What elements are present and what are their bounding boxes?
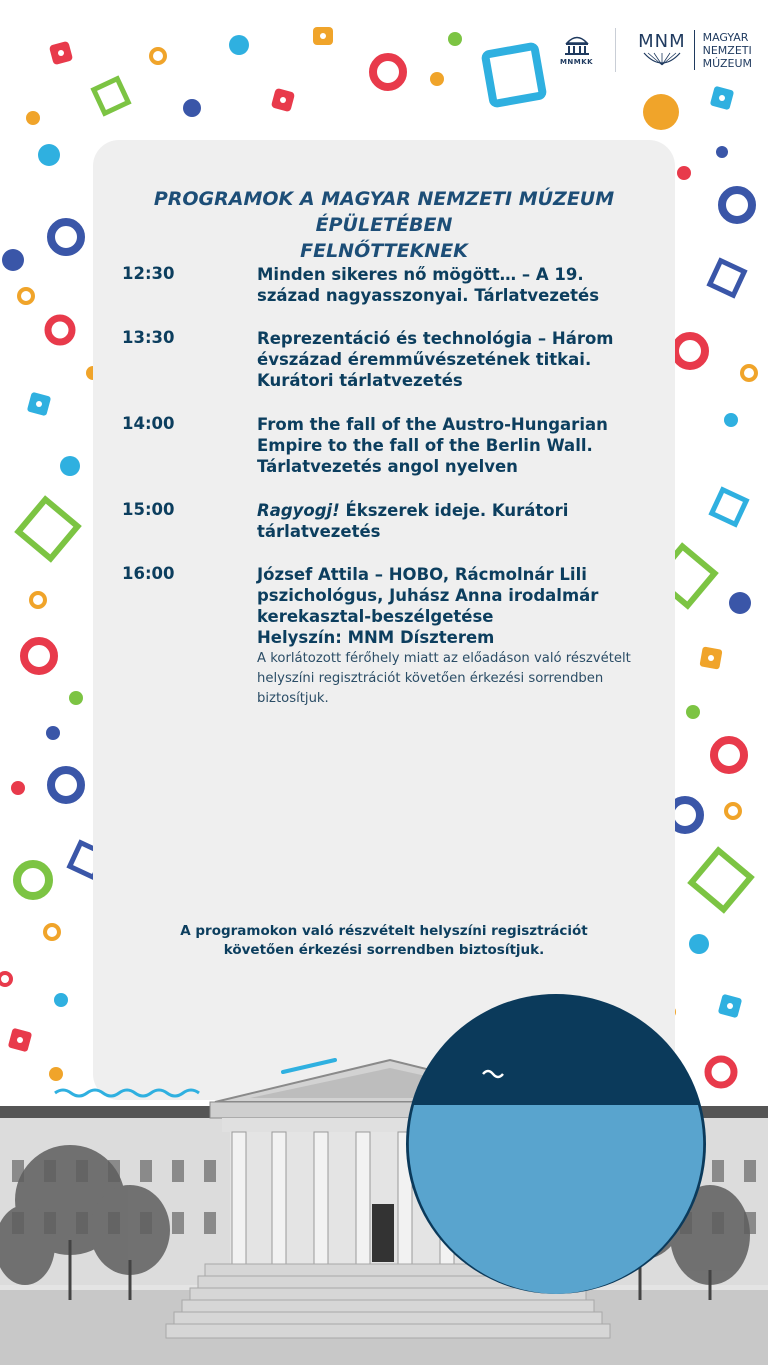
- program-note: A korlátozott férőhely miatt az előadáson való részvételt helyszíni regisztrációt követően érkezési sorrendben biztosítjuk.: [257, 651, 631, 706]
- mnm-name-line: MÚZEUM: [702, 56, 752, 70]
- mnm-logo-letters: MNM: [638, 31, 686, 52]
- program-time: 13:30: [122, 328, 175, 347]
- title-line-1: PROGRAMOK A MAGYAR NEMZETI MÚZEUM ÉPÜLETÉBEN: [153, 188, 615, 236]
- program-time: 12:30: [122, 264, 175, 283]
- program-description: Reprezentáció és technológia – Három évszázad éremművészetének titkai. Kurátori tárlatvezetés: [257, 329, 614, 390]
- program-location: Helyszín: MNM Díszterem: [257, 628, 495, 647]
- program-description-rest: Ékszerek ideje. Kurátori tárlatvezetés: [257, 501, 569, 541]
- footer-line-1: A programokon való részvételt helyszíni regisztrációt: [180, 923, 588, 939]
- footer-line-2: követően érkezési sorrendben biztosítjuk.: [223, 942, 545, 958]
- program-description: Minden sikeres nő mögött… – A 19. század nagyasszonyai. Tárlatvezetés: [257, 265, 600, 305]
- mnmkk-logo-text: MNMKK: [559, 58, 594, 66]
- title-line-2: FELNŐTTEKNEK: [300, 240, 468, 262]
- program-time: 14:00: [122, 414, 175, 433]
- mnm-name-line: NEMZETI: [702, 43, 752, 57]
- program-time: 16:00: [122, 564, 175, 583]
- program-description-text: József Attila – HOBO, Rácmolnár Lili pszichológus, Juhász Anna irodalmár kerekasztal-beszélgetése: [257, 565, 599, 626]
- program-time: 15:00: [122, 500, 175, 519]
- program-description: From the fall of the Austro-Hungarian Empire to the fall of the Berlin Wall. Tárlatvezetés angol nyelven: [257, 415, 608, 476]
- program-description-italic: Ragyogj!: [257, 501, 340, 520]
- mnm-name-line: MAGYAR: [702, 30, 749, 44]
